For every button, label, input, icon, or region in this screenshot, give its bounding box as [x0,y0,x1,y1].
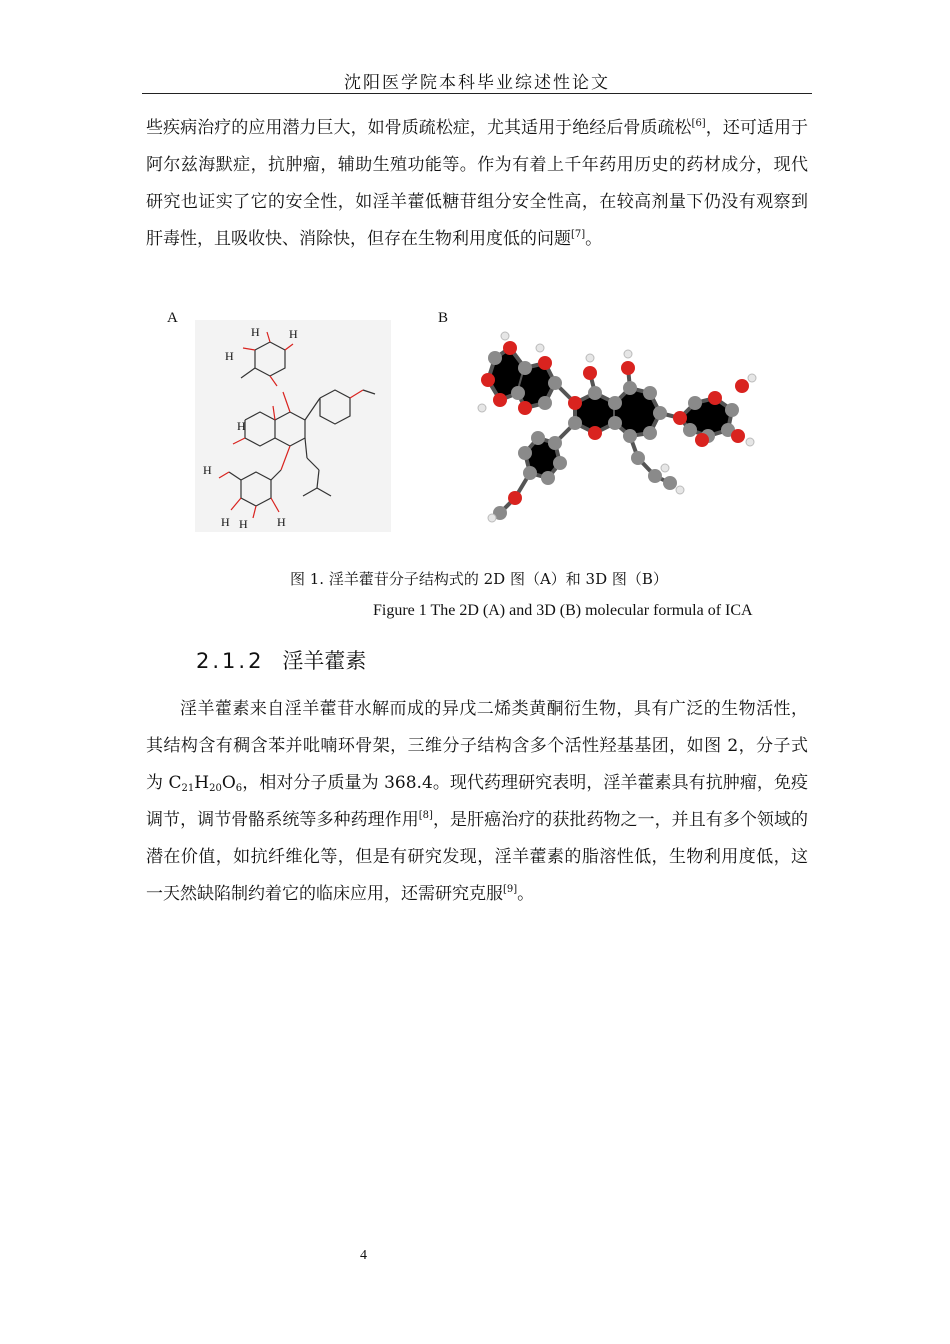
p2-line-7: 用，还需研究克服 [367,884,503,904]
figure-caption-cn: 图 1. 淫羊藿苷分子结构式的 2D 图（A）和 3D 图（B） [290,570,668,588]
atom-h-label: H [277,515,286,529]
p1-line-4: 高，在较高剂量下仍没有观察到肝毒性，且吸收快、消除快，但存在生物利用 [146,192,809,249]
citation-8[interactable]: [8] [418,810,433,821]
citation-9[interactable]: [9] [503,884,518,895]
atom-h-label: H [225,349,234,363]
atom-h-label: H [203,463,212,477]
p2-line-3: 团，如图 2，分子式为 [146,736,808,793]
figure-3d-structure [470,318,770,528]
p1-line-2: 还可适用于阿尔兹海默症，抗肿瘤，辅助生殖功能等。作为有着上千年药用历 [146,118,809,175]
page-number: 4 [360,1248,367,1263]
header-rule [142,93,812,94]
p2-line-4: 淫羊藿素具有抗肿瘤，免疫调节，调节骨骼系统等多种药理作用 [146,773,809,830]
p2-line-5: 疗的获批药物之一，并且有多个领域的潜在价值，如抗纤维化等，但是有研究 [146,810,809,867]
atom-h-label: H [239,517,248,531]
page-header-title: 沈阳医学院本科毕业综述性论文 [344,73,610,93]
section-title: 淫羊藿素 [282,649,367,673]
structure-3d-svg [470,318,770,528]
section-heading [196,645,366,675]
paragraph-2: 淫羊藿素来自淫羊藿苷水解而成的异戊二烯类黄酮衍生物，具有广泛的生物活性，其结构含有稠含苯并吡喃环骨架，三维分子结构含多个活性羟基基团，如图 2，分子式为 $C_{21}H_{20}O_6$，相对分子质量为 368.4。现代药理研究表明，淫羊藿素具有抗肿瘤，免疫调节，调节骨骼系统等多种药理作用[8]，是肝癌治疗的获批药物之一，并且有多个领域的潜在价值，如抗纤维化等，但是有研究发现，淫羊藿素的脂溶性低，生物利用度低，这一天然缺陷制约着它的临床应用，还需研究克服[9]。 [146,699,809,904]
citation-6[interactable]: [6] [691,118,706,129]
p1-line-3: 史的药材成分，现代研究也证实了它的安全性，如淫羊藿低糖苷组分安全性 [146,155,809,212]
molecular-formula: $C_{21}H_{20}O_6$ [168,773,243,794]
p2-line-2: 生物活性，其结构含有稠含苯并吡喃环骨架，三维分子结构含多个活性羟基基 [146,699,809,756]
section-number: 2.1.2 [196,649,265,673]
paragraph-1: 些疾病治疗的应用潜力巨大，如骨质疏松症，尤其适用于绝经后骨质疏松[6]，还可适用于阿尔兹海默症，抗肿瘤，辅助生殖功能等。作为有着上千年药用历史的药材成分，现代研究也证实了它的安全性，如淫羊藿低糖苷组分安全性高，在较高剂量下仍没有观察到肝毒性，且吸收快、消除快，但存在生物利用度低的问题[7]。 [146,118,809,249]
atom-h-label: H [237,419,246,433]
figure-caption-en: Figure 1 The 2D (A) and 3D (B) molecular formula of ICA [373,602,753,619]
atom-h-label: H [289,327,298,341]
figure-2d-structure [195,320,391,532]
figure-panel-b-label: B [438,310,449,326]
p1-line-5: 度低的问题 [486,229,571,249]
atom-h-label: H [221,515,230,529]
p1-line-1: 些疾病治疗的应用潜力巨大，如骨质疏松症，尤其适用于绝经后骨质疏松 [146,118,692,138]
atom-h-label: H [251,325,260,339]
structure-2d-svg [195,320,391,532]
citation-7[interactable]: [7] [571,229,586,240]
figure-panel-a-label: A [167,310,178,326]
p2-line-1: 淫羊藿素来自淫羊藿苷水解而成的异戊二烯类黄酮衍生物，具有广泛的 [180,699,722,719]
p2-line-6: 发现，淫羊藿素的脂溶性低，生物利用度低，这一天然缺陷制约着它的临床应 [146,847,809,904]
